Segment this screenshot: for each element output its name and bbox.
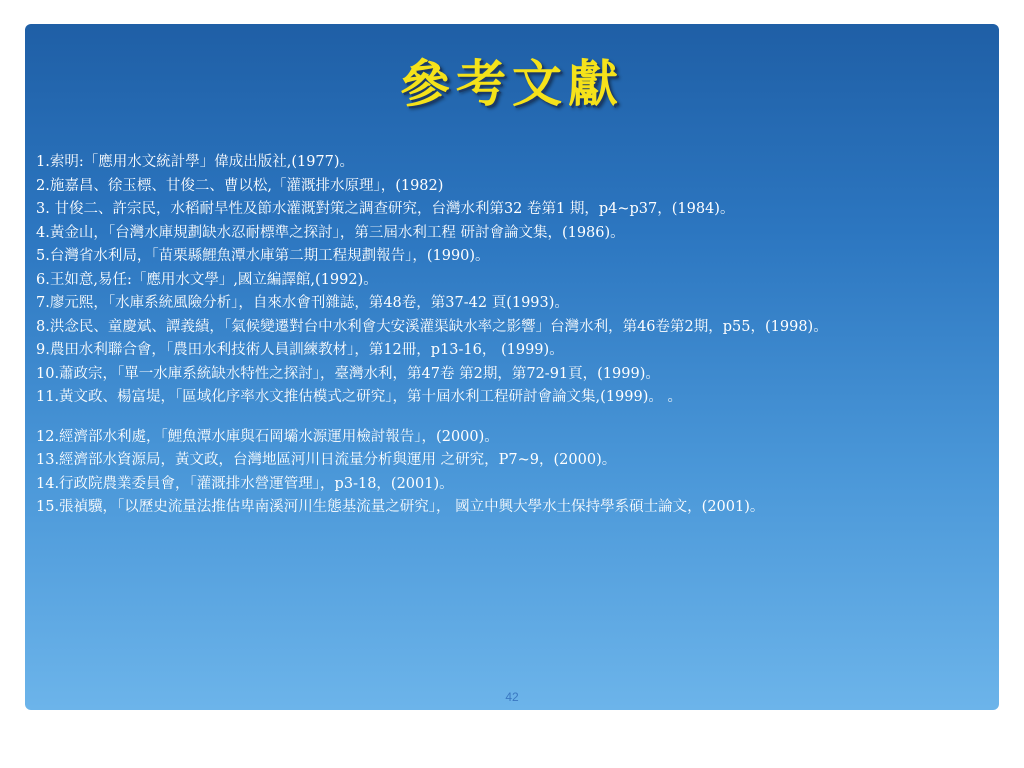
reference-item-7: 7.廖元熙，「水庫系統風險分析」，自來水會刊雜誌，第48卷，第37-42 頁(1993)。: [36, 295, 569, 311]
reference-item-2: 2.施嘉昌、徐玉標、甘俊二、曹以松,「灌溉排水原理」，(1982): [36, 177, 444, 194]
reference-gap: [36, 410, 986, 426]
reference-item-11: 11.黃文政、楊富堤，「區域化序率水文推估模式之研究」，第十屆水利工程研討會論文集,(1999)。 。: [36, 389, 682, 405]
reference-item-15: 15.張禎驥，「以歷史流量法推估卑南溪河川生態基流量之研究」， 國立中興大學水土保持學系碩士論文，(2001)。: [36, 499, 765, 515]
reference-item-3: 3. 甘俊二、許宗民，水稻耐旱性及節水灌溉對策之調查研究，台灣水利第32 卷第1 期，p4~p37，(1984)。: [36, 201, 735, 217]
reference-item-6: 6.王如意,易任:「應用水文學」,國立編譯館,(1992)。: [36, 271, 378, 288]
reference-item-14: 14.行政院農業委員會，「灌溉排水營運管理」，p3-18，(2001)。: [36, 475, 454, 492]
reference-item-13: 13.經濟部水資源局，黃文政，台灣地區河川日流量分析與運用 之研究，P7~9，(2000)。: [36, 452, 617, 468]
reference-item-4: 4.黃金山，「台灣水庫規劃缺水忍耐標準之探討」，第三屆水利工程 研討會論文集，(1986)。: [36, 224, 625, 241]
reference-item-5: 5.台灣省水利局，「苗栗縣鯉魚潭水庫第二期工程規劃報告」，(1990)。: [36, 248, 490, 264]
reference-item-10: 10.蕭政宗，「單一水庫系統缺水特性之探討」，臺灣水利，第47卷 第2期，第72-91頁，(1999)。: [36, 365, 660, 382]
slide-panel: [25, 24, 999, 710]
reference-item-1: 1.索明:「應用水文統計學」偉成出版社,(1977)。: [36, 154, 355, 170]
page-number: 42: [505, 690, 519, 704]
reference-list: [36, 151, 986, 520]
slide-title: 參考文獻: [400, 54, 624, 113]
reference-item-9: 9.農田水利聯合會，「農田水利技術人員訓練教材」，第12冊，p13-16， (1999)。: [36, 342, 564, 358]
reference-item-8: 8.洪念民、童慶斌、譚義績，「氣候變遷對台中水利會大安溪灌渠缺水率之影響」台灣水利，第46卷第2期，p55，(1998)。: [36, 318, 828, 335]
reference-item-12: 12.經濟部水利處，「鯉魚潭水庫與石岡壩水源運用檢討報告」，(2000)。: [36, 428, 499, 445]
